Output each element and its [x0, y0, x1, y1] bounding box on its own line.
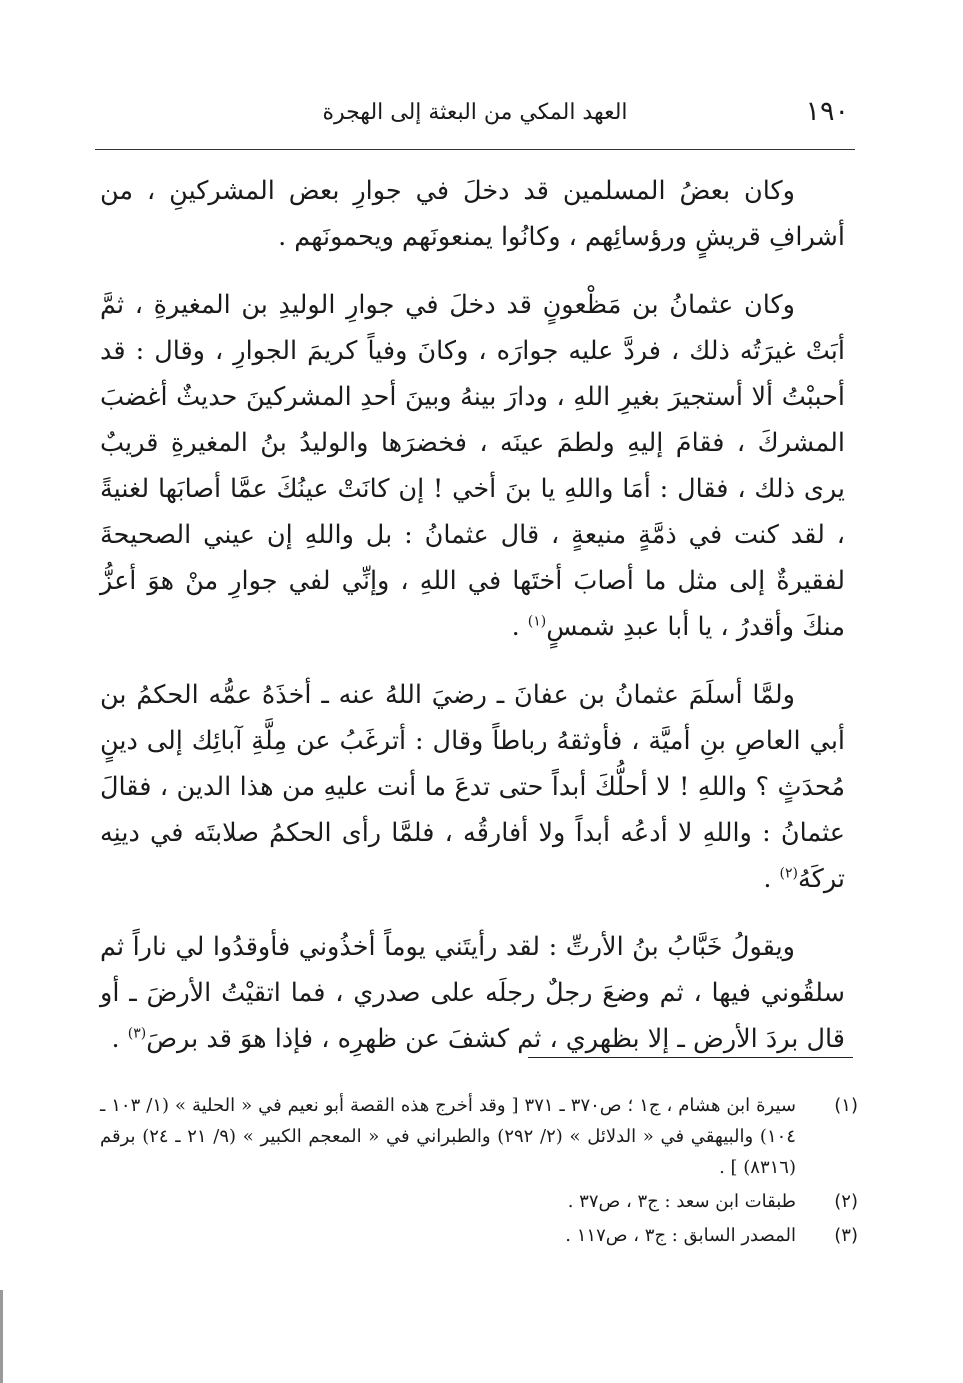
footnote-text: طبقات ابن سعد : ج٣ ، ص٣٧ . [567, 1191, 796, 1212]
footnote [100, 1220, 858, 1251]
running-title: العهد المكي من البعثة إلى الهجرة [322, 100, 628, 125]
footnote-marker: (٣) [127, 1025, 147, 1042]
footnote-number: (٢) [834, 1191, 858, 1212]
paragraph [100, 924, 845, 1062]
footnote-marker: (٢) [779, 865, 799, 882]
paragraph-text: ويقولُ خَبَّابُ بنُ الأرتِّ : لقد رأيتَني يوماً أخذُوني فأوقدُوا لي ناراً ثم سلقُوني فيها ، ثم وضعَ رجلٌ رجلَه على صدري ، فما اتقيْتُ الأرضَ ـ أو قال بردَ الأرض ـ إلا بظهري ، ثم كشفَ عن ظهرِه ، فإذا هوَ قد برصَ [100, 932, 845, 1054]
paragraph-text: وكان عثمانُ بن مَظْعونٍ قد دخلَ في جوارِ الوليدِ بن المغيرةِ ، ثمَّ أبَتْ غيرَتُه ذلك ، فردَّ عليه جوارَه ، وكانَ وفياً كريمَ الجوارِ ، وقال : قد أحببْتُ ألا أستجيرَ بغيرِ اللهِ ، ودارَ بينهُ وبينَ أحدِ المشركينَ حديثٌ أغضبَ المشركَ ، فقامَ إليهِ ولطمَ عينَه ، فخضرَها والوليدُ بنُ المغيرةِ قريبٌ يرى ذلك ، فقال : أمَا واللهِ يا بنَ أخي ! إن كانَتْ عينُكَ عمَّا أصابَها لغنيةً ، لقد كنت في ذمَّةٍ منيعةٍ ، قال عثمانُ : بل واللهِ إن عيني الصحيحةَ لفقيرةٌ إلى مثل ما أصابَ أختَها في اللهِ ، وإنِّي لفي جوارِ منْ هوَ أعزُّ منكَ وأقدرُ ، يا أبا عبدِ شمسٍ [100, 290, 845, 642]
footnote [100, 1186, 858, 1217]
footnote [100, 1090, 858, 1183]
paragraph-end: . [111, 1024, 128, 1054]
paragraph [100, 168, 845, 260]
page-number: ١٩٠ [805, 96, 849, 127]
footnote-number: (١) [834, 1095, 858, 1116]
header-rule [95, 149, 855, 150]
footnotes [100, 1090, 858, 1254]
paragraph-text: ولمَّا أسلَمَ عثمانُ بن عفانَ ـ رضيَ اللهُ عنه ـ أخذَهُ عمُّه الحكمُ بن أبي العاصِ بنِ أميَّة ، فأوثقهُ رباطاً وقال : أترغَبُ عن مِلَّةِ آبائِك إلى دينٍ مُحدَثٍ ؟ واللهِ ! لا أحلُّكَ أبداً حتى تدعَ ما أنت عليهِ من هذا الدين ، فقالَ عثمانُ : واللهِ لا أدعُه أبداً ولا أفارقُه ، فلمَّا رأى الحكمُ صلابتَه في دينِه تركَهُ [100, 680, 845, 894]
paragraph-end: . [763, 864, 780, 894]
paragraph [100, 282, 845, 650]
page-header [95, 96, 855, 144]
scan-edge-shadow [0, 1290, 3, 1383]
body-text [100, 168, 845, 1084]
paragraph [100, 672, 845, 902]
footnote-text: سيرة ابن هشام ، ج١ ؛ ص٣٧٠ ـ ٣٧١ [ وقد أخرج هذه القصة أبو نعيم في « الحلية » (١/ ١٠٣ ـ ١٠٤) والبيهقي في « الدلائل » (٢/ ٢٩٢) والطبراني في « المعجم الكبير » (٩/ ٢١ ـ ٢٤) برقم (٨٣١٦) ] . [100, 1095, 796, 1178]
paragraph-end: . [511, 612, 528, 642]
footnote-number: (٣) [834, 1225, 858, 1246]
paragraph-text: وكان بعضُ المسلمين قد دخلَ في جوارِ بعض المشركينِ ، من أشرافِ قريشٍ ورؤسائِهم ، وكانُوا يمنعونَهم ويحمونَهم . [100, 176, 845, 252]
footnote-marker: (١) [527, 613, 547, 630]
footnote-separator [528, 1057, 853, 1058]
footnote-text: المصدر السابق : ج٣ ، ص١١٧ . [565, 1225, 796, 1246]
